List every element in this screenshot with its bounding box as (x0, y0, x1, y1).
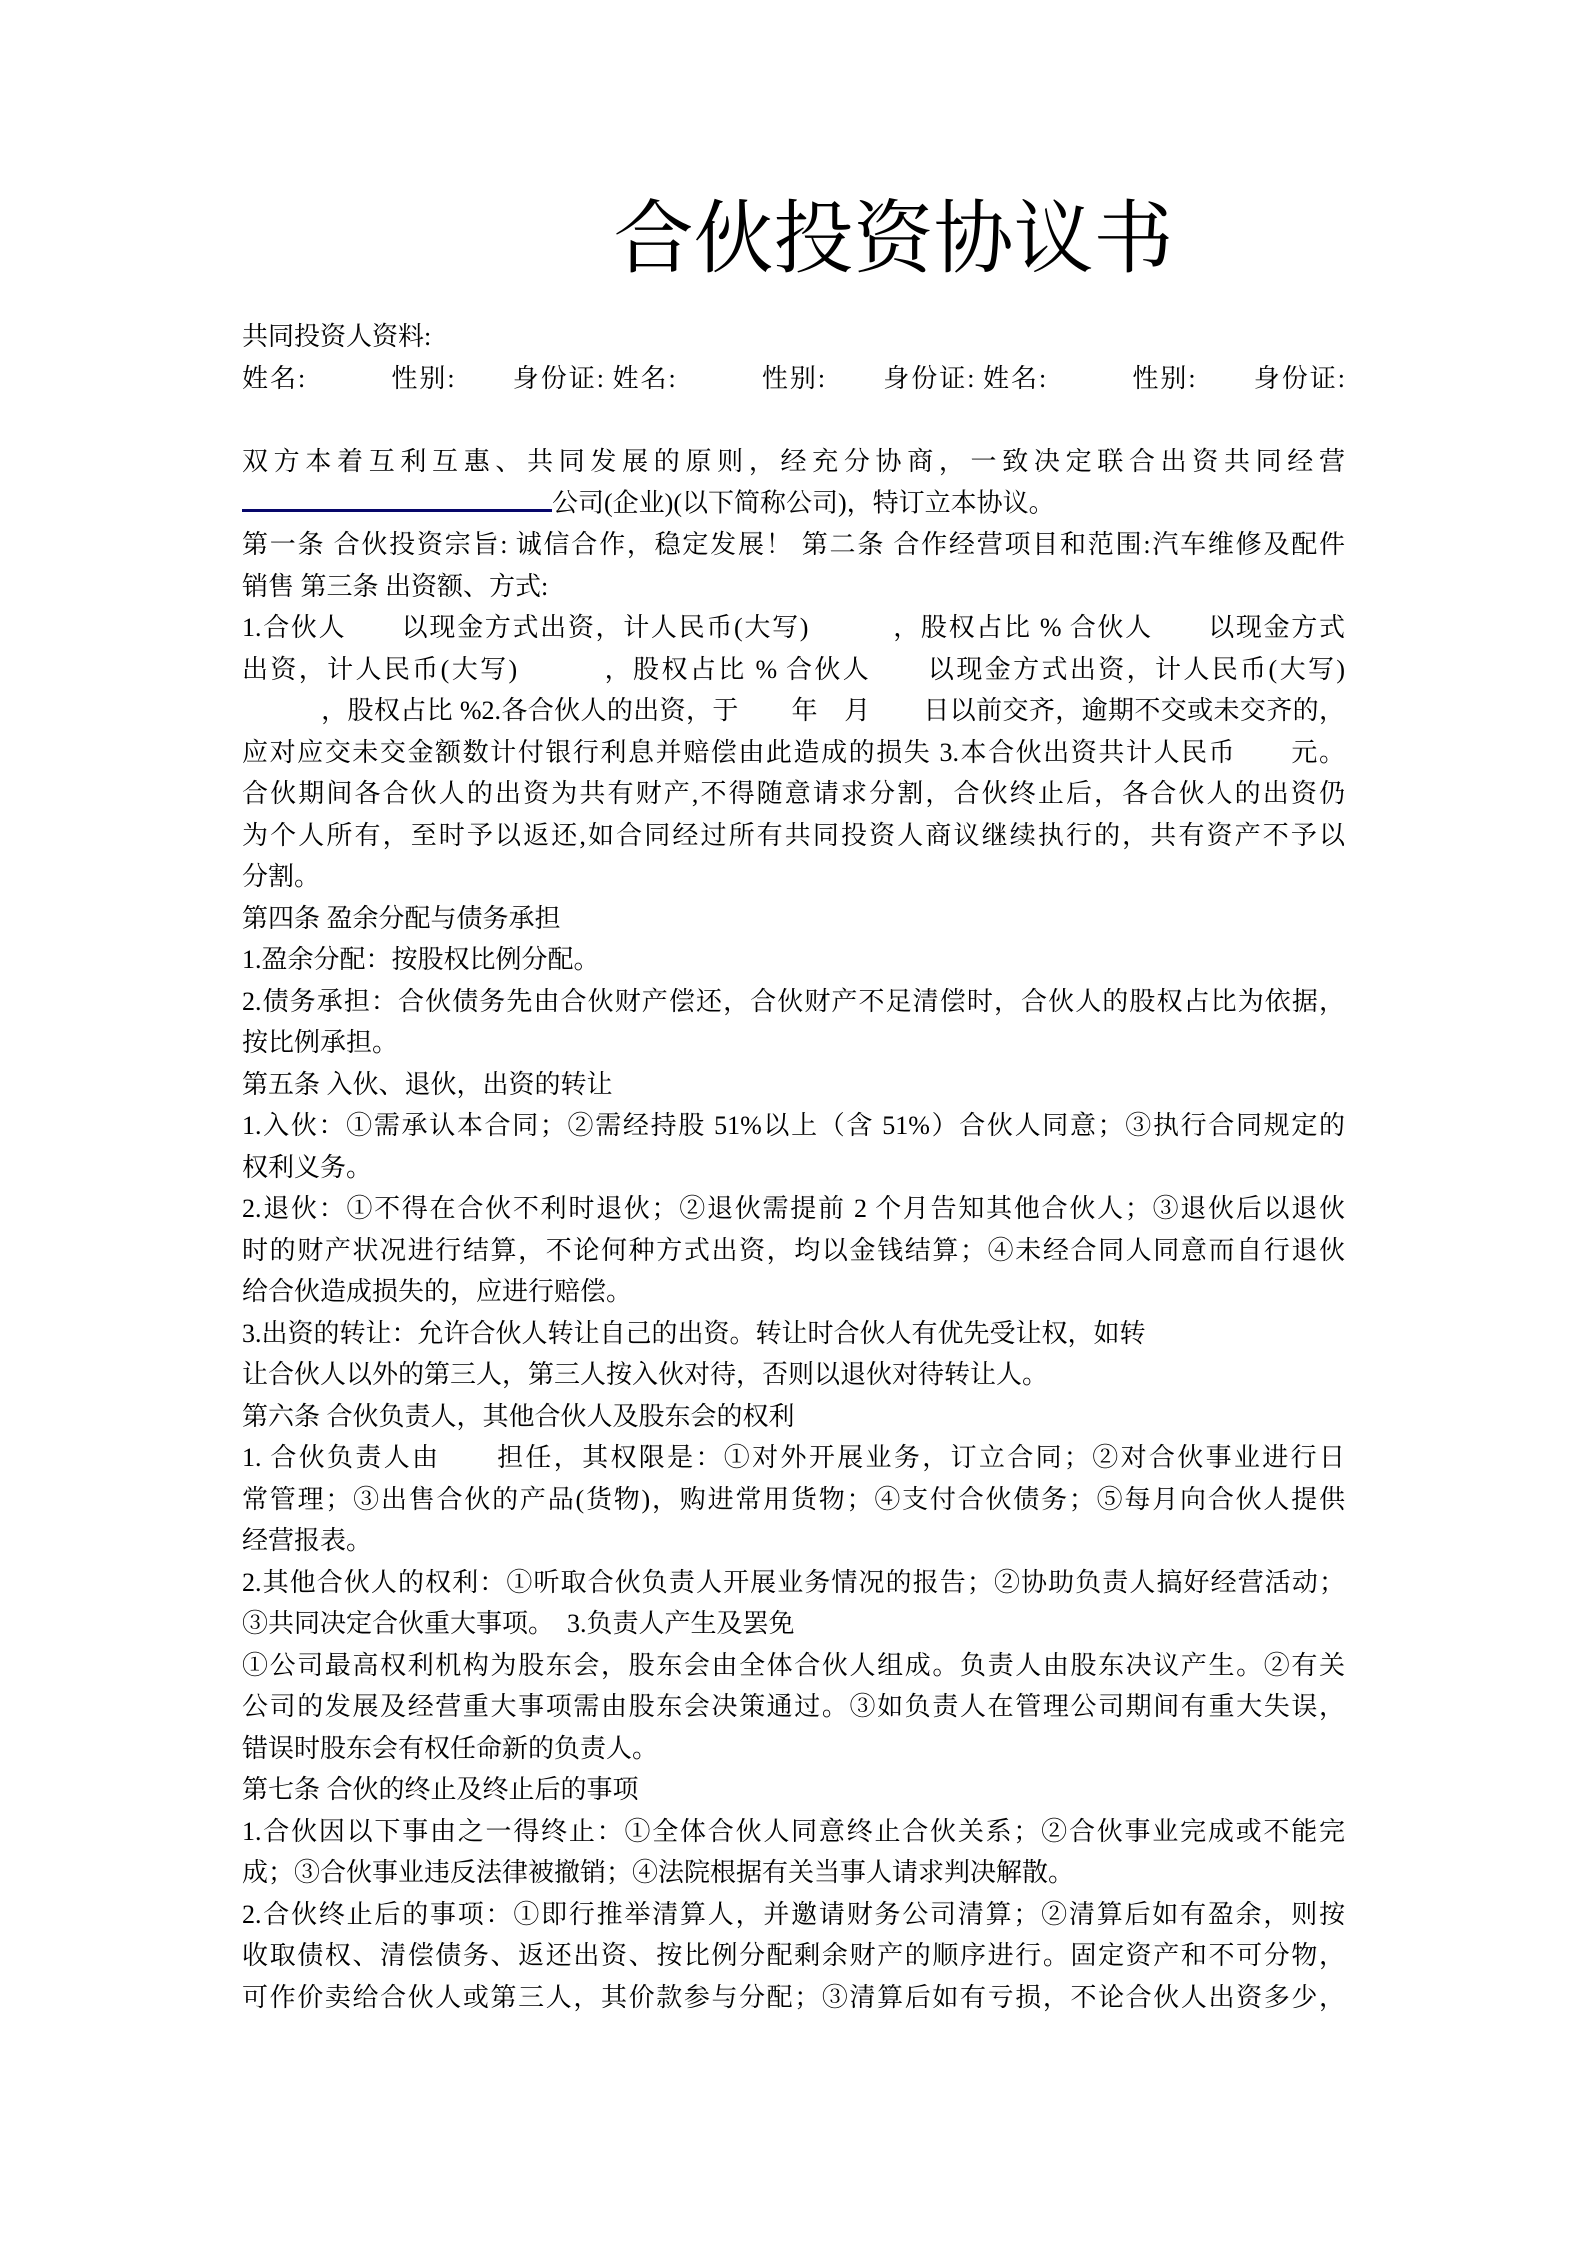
text-line: 让合伙人以外的第三人，第三人按入伙对待，否则以退伙对待转让人。 (242, 1360, 1049, 1390)
text-line: 可作价卖给合伙人或第三人，其价款参与分配；③清算后如有亏损，不论合伙人出资多少， (242, 1982, 1345, 2012)
document-body (242, 316, 1345, 2018)
text-line: 收取债权、清偿债务、返还出资、按比例分配剩余财产的顺序进行。固定资产和不可分物， (242, 1941, 1345, 1971)
text-line: 第六条 合伙负责人，其他合伙人及股东会的权利 (242, 1401, 795, 1431)
text-line: 第一条 合伙投资宗旨: 诚信合作，稳定发展！ 第二条 合作经营项目和范围:汽车维修及配件 (242, 530, 1345, 560)
text-line: 姓名: 性别: 身份证: 姓名: 性别: 身份证: 姓名: 性别: 身份证: (242, 363, 1345, 393)
text-line: 共同投资人资料: (242, 322, 432, 351)
text-line: ③共同决定合伙重大事项。 3.负责人产生及罢免 (242, 1609, 795, 1639)
text-line: 错误时股东会有权任命新的负责人。 (242, 1733, 659, 1763)
text-line: 1.合伙因以下事由之一得终止：①全体合伙人同意终止合伙关系；②合伙事业完成或不能完 (242, 1816, 1345, 1846)
text-line: 为个人所有，至时予以返还,如合同经过所有共同投资人商议继续执行的，共有资产不予以 (242, 820, 1345, 850)
text-line: ，股权占比 %2.各合伙人的出资，于 年 月 日以前交齐，逾期不交或未交齐的， (242, 696, 1345, 726)
text-line: 时的财产状况进行结算，不论何种方式出资，均以金钱结算；④未经合同人同意而自行退伙 (242, 1235, 1345, 1265)
text-line: 合伙期间各合伙人的出资为共有财产,不得随意请求分割，合伙终止后，各合伙人的出资仍 (242, 779, 1345, 809)
text-line: 权利义务。 (242, 1152, 373, 1182)
text-line: 2.其他合伙人的权利：①听取合伙负责人开展业务情况的报告；②协助负责人搞好经营活动； (242, 1567, 1345, 1597)
text-line: 分割。 (242, 862, 321, 892)
text-line: 出资，计人民币(大写) ，股权占比 % 合伙人 以现金方式出资，计人民币(大写) (242, 654, 1345, 684)
text-line: ①公司最高权利机构为股东会，股东会由全体合伙人组成。负责人由股东决议产生。②有关 (242, 1650, 1345, 1680)
text-line: 公司(企业)(以下简称公司)，特订立本协议。 (242, 482, 1345, 524)
blank-line (242, 399, 1345, 441)
fill-in-blank-underline (242, 482, 552, 512)
text-line: 常管理；③出售合伙的产品(货物)，购进常用货物；④支付合伙债务；⑤每月向合伙人提供 (242, 1484, 1345, 1514)
text-line: 1.入伙：①需承认本合同；②需经持股 51%以上（含 51%）合伙人同意；③执行合同规定的 (242, 1111, 1345, 1141)
text-line: 公司的发展及经营重大事项需由股东会决策通过。③如负责人在管理公司期间有重大失误， (242, 1692, 1345, 1722)
text-line: 经营报表。 (242, 1526, 373, 1556)
text-line: 第五条 入伙、退伙，出资的转让 (242, 1069, 613, 1099)
text-line: 2.债务承担：合伙债务先由合伙财产偿还，合伙财产不足清偿时，合伙人的股权占比为依据， (242, 986, 1345, 1016)
text-line: 第七条 合伙的终止及终止后的事项 (242, 1775, 639, 1805)
text-line: 成；③合伙事业违反法律被撤销；④法院根据有关当事人请求判决解散。 (242, 1858, 1075, 1888)
text-line: 第四条 盈余分配与债务承担 (242, 903, 561, 933)
text-line: 3.出资的转让：允许合伙人转让自己的出资。转让时合伙人有优先受让权，如转 (242, 1318, 1146, 1348)
text-line: 2.退伙：①不得在合伙不利时退伙；②退伙需提前 2 个月告知其他合伙人；③退伙后以退伙 (242, 1194, 1345, 1224)
text-line: 1. 合伙负责人由 担任，其权限是：①对外开展业务，订立合同；②对合伙事业进行日 (242, 1443, 1345, 1473)
text-line: 2.合伙终止后的事项：①即行推举清算人，并邀请财务公司清算；②清算后如有盈余，则按 (242, 1899, 1345, 1929)
text-line: 按比例承担。 (242, 1028, 399, 1058)
text-line: 1.盈余分配：按股权比例分配。 (242, 945, 600, 975)
text-line: 应对应交未交金额数计付银行利息并赔偿由此造成的损失 3.本合伙出资共计人民币 元。 (242, 737, 1345, 767)
document-title: 合伙投资协议书 (613, 196, 1174, 284)
text-line: 1.合伙人 以现金方式出资，计人民币(大写) ，股权占比 % 合伙人 以现金方式 (242, 613, 1345, 643)
text-line: 销售 第三条 出资额、方式: (242, 571, 549, 601)
text-line: 给合伙造成损失的，应进行赔偿。 (242, 1277, 633, 1307)
text-line: 双方本着互利互惠、共同发展的原则，经充分协商，一致决定联合出资共同经营 (242, 446, 1345, 476)
